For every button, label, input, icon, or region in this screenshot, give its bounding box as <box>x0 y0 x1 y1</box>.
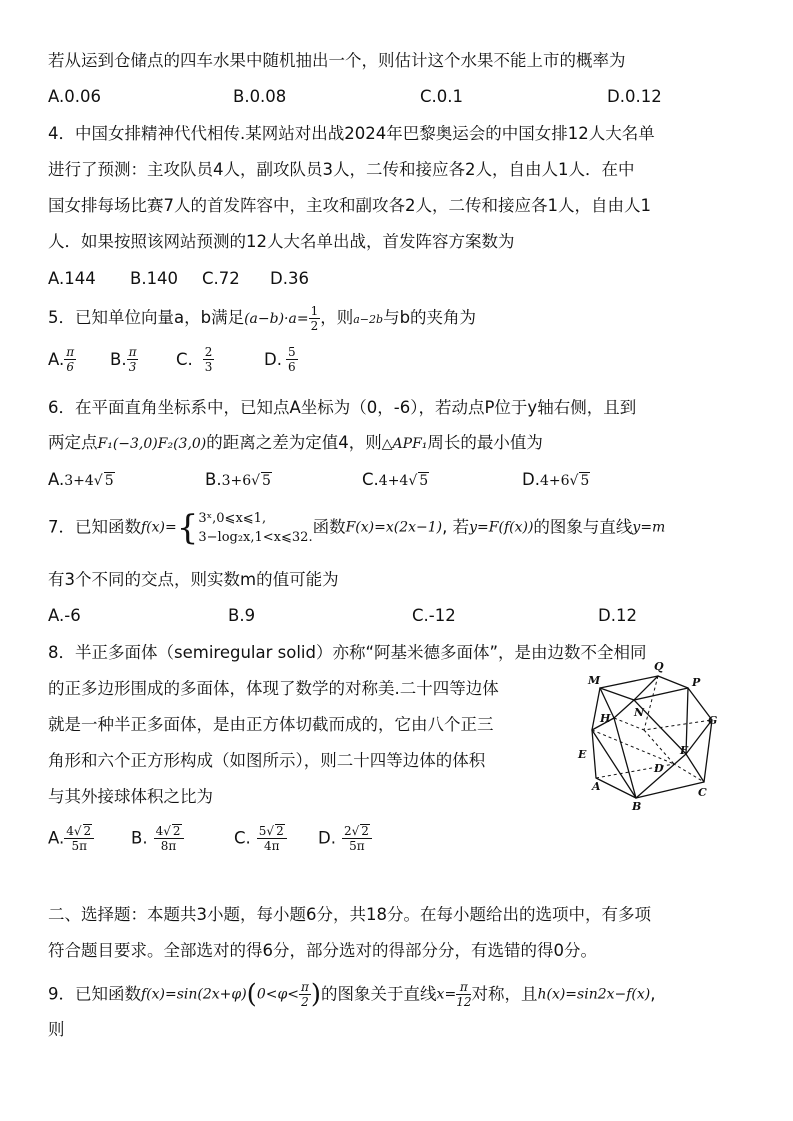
numerator: π <box>128 345 137 359</box>
q6-option-c[interactable] <box>362 470 429 489</box>
q6-option-a[interactable] <box>48 470 115 489</box>
radical-sign: √ <box>93 473 103 489</box>
radicand: 5 <box>580 473 590 489</box>
option-fraction <box>64 346 76 373</box>
option-label: A. <box>48 470 65 489</box>
option-value: 4+6 <box>539 473 570 489</box>
q9-tail: , <box>650 984 656 1004</box>
q3-stem: 若从运到仓储点的四车水果中随机抽出一个，则估计这个水果不能上市的概率为 <box>48 51 626 70</box>
q5-option-b[interactable] <box>110 346 138 373</box>
option-fraction <box>64 824 94 852</box>
q6-text-b: 的距离之差为定值4，则 <box>206 433 382 452</box>
q8-line-4: 角形和六个正方形构成（如图所示），则二十四等边体的体积 <box>48 751 486 770</box>
q7-mid2: , 若 <box>442 517 470 537</box>
option-label: C. <box>234 828 251 848</box>
option-fraction <box>127 346 139 373</box>
option-fraction <box>203 346 215 373</box>
q3-option-b[interactable]: B.0.08 <box>233 87 287 106</box>
q5-option-c[interactable] <box>176 346 214 373</box>
q6-option-d[interactable] <box>522 470 590 489</box>
option-fraction <box>342 824 372 852</box>
q9-function: f(x)=sin(2x+φ) <box>141 986 247 1003</box>
q5-condition-fraction <box>309 305 321 332</box>
q4-option-b[interactable]: B.140 <box>130 269 179 288</box>
q5-option-a[interactable] <box>48 346 76 373</box>
numerator <box>154 824 184 839</box>
q7-Fx: F(x)=x(2x−1) <box>345 519 443 536</box>
label-c: C <box>698 786 707 799</box>
q5-suffix: 与b的夹角为 <box>383 308 477 327</box>
denominator: 2 <box>301 995 309 1009</box>
q8-line-3: 就是一种半正多面体，是由正方体切截而成的，它由八个正三 <box>48 715 494 734</box>
q5-stem <box>48 305 476 332</box>
label-m: M <box>588 674 601 687</box>
radicand: 5 <box>104 473 114 489</box>
radical-sign: √ <box>351 824 360 838</box>
q6-text-c: 周长的最小值为 <box>427 433 543 452</box>
q9-axis-fraction <box>456 981 471 1008</box>
denominator: 6 <box>66 360 75 374</box>
radical-sign: √ <box>73 824 82 838</box>
coefficient: 4 <box>155 824 164 838</box>
radicand: 5 <box>419 473 429 489</box>
q8-option-b[interactable] <box>131 824 184 852</box>
q9-line-2: 则 <box>48 1020 65 1039</box>
q7-option-a[interactable]: A.-6 <box>48 606 81 625</box>
paren-right: ) <box>310 979 322 1010</box>
q5-expression: a−2b <box>353 313 384 326</box>
option-label: D. <box>318 828 336 848</box>
q6-text-a: 两定点 <box>48 433 98 452</box>
numerator: 2 <box>204 345 213 359</box>
q7-option-d[interactable]: D.12 <box>598 606 637 625</box>
coefficient: 5 <box>258 824 267 838</box>
denominator: 3 <box>128 360 137 374</box>
q7-line: y=m <box>632 519 666 536</box>
q9-stem <box>48 976 656 1013</box>
numerator: π <box>66 345 75 359</box>
q8-option-d[interactable] <box>318 824 372 852</box>
q4-line-3: 国女排每场比赛7人的首发阵容中，主攻和副攻各2人，二传和接应各1人，自由人1 <box>48 196 651 215</box>
q3-option-d[interactable]: D.0.12 <box>607 87 662 106</box>
denominator: 12 <box>456 995 472 1009</box>
label-h: H <box>600 712 611 725</box>
q7-case-1: 3ˣ,0⩽x⩽1, <box>198 510 267 526</box>
q9-range: 0<φ< <box>256 986 299 1003</box>
q8-line-5: 与其外接球体积之比为 <box>48 787 213 806</box>
q9-prefix: 9．已知函数 <box>48 984 141 1004</box>
option-fraction <box>154 824 184 852</box>
q3-option-a[interactable]: A.0.06 <box>48 87 101 106</box>
denominator: 5π <box>349 839 365 853</box>
q7-piecewise <box>198 509 312 547</box>
q8-line-1: 8．半正多面体（semiregular solid）亦称“阿基米德多面体”，是由边数不全相同 <box>48 643 647 662</box>
option-value: 3+6 <box>221 473 252 489</box>
q8-option-c[interactable] <box>234 824 287 852</box>
numerator: 1 <box>310 304 319 318</box>
q6-line-1: 6．在平面直角坐标系中，已知点A坐标为（0，-6），若动点P位于y轴右侧，且到 <box>48 398 637 417</box>
q7-brace: { <box>176 507 199 548</box>
q9-axis: x= <box>436 986 457 1003</box>
q7-mid3: 的图象与直线 <box>533 517 633 537</box>
option-fraction <box>286 346 298 373</box>
radicand: 2 <box>172 824 181 838</box>
q5-prefix: 5．已知单位向量a，b满足 <box>48 308 245 327</box>
q5-mid: ，则 <box>320 308 354 327</box>
option-label: B. <box>131 828 148 848</box>
section-2-instructions: 符合题目要求。全部选对的得6分，部分选对的得部分分，有选错的得0分。 <box>48 941 597 960</box>
denominator: 5π <box>71 839 87 853</box>
coefficient: 4 <box>66 824 74 838</box>
q5-option-d[interactable] <box>264 346 298 373</box>
q7-stem <box>48 508 665 547</box>
option-label: A. <box>48 350 65 369</box>
option-label: B. <box>110 350 127 369</box>
numerator: 5 <box>287 345 296 359</box>
q4-option-d[interactable]: D.36 <box>270 269 309 288</box>
q6-focus-f1: F₁(−3,0) <box>97 436 158 452</box>
numerator <box>342 824 372 839</box>
q8-line-2: 的正多边形围成的多面体，体现了数学的对称美.二十四等边体 <box>48 679 499 698</box>
q6-triangle: △APF₁ <box>381 436 428 452</box>
denominator: 3 <box>204 360 213 374</box>
radical-sign: √ <box>163 824 171 838</box>
q7-prefix: 7．已知函数 <box>48 517 141 537</box>
label-a: A <box>592 780 601 793</box>
denominator: 6 <box>287 360 296 374</box>
option-value: 4+4 <box>378 473 409 489</box>
q9-mid2: 对称，且 <box>471 984 538 1004</box>
radical-sign: √ <box>251 473 261 489</box>
denominator: 2 <box>310 319 319 333</box>
q8-polyhedron-figure <box>574 660 734 810</box>
q5-condition: (a−b)·a= <box>244 311 309 327</box>
q6-line-2 <box>48 433 543 454</box>
radicand: 5 <box>262 473 271 489</box>
q7-option-b[interactable]: B.9 <box>228 606 256 625</box>
section-2-heading: 二、选择题：本题共3小题，每小题6分，共18分。在每小题给出的选项中，有多项 <box>48 905 651 924</box>
q7-case-2: 3−log₂x,1<x⩽32. <box>198 529 313 545</box>
option-label: A. <box>48 828 65 848</box>
label-d: D <box>654 762 664 775</box>
numerator <box>257 824 287 839</box>
option-value: 3+4 <box>64 473 94 489</box>
q9-mid: 的图象关于直线 <box>321 984 437 1004</box>
q7-option-c[interactable]: C.-12 <box>412 606 456 625</box>
q4-line-1: 4．中国女排精神代代相传.某网站对出战2024年巴黎奥运会的中国女排12人大名单 <box>48 124 655 143</box>
label-g: G <box>708 714 718 727</box>
radical-sign: √ <box>569 473 579 489</box>
radical-sign: √ <box>408 473 418 489</box>
numerator: π <box>456 981 471 995</box>
option-label: C. <box>176 350 193 369</box>
option-label: B. <box>205 470 222 489</box>
q7-composite: y=F(f(x)) <box>469 519 534 536</box>
q4-option-a[interactable]: A.144 <box>48 269 96 288</box>
option-label: C. <box>362 470 379 489</box>
label-q: Q <box>654 660 664 673</box>
label-n: N <box>634 706 645 719</box>
q9-range-fraction <box>299 981 311 1008</box>
radicand: 2 <box>83 824 92 838</box>
coefficient: 2 <box>343 824 352 838</box>
numerator: π <box>301 980 309 994</box>
q4-line-2: 进行了预测：主攻队员4人，副攻队员3人，二传和接应各2人，自由人1人．在中 <box>48 160 635 179</box>
label-e: E <box>578 748 587 761</box>
q4-line-4: 人．如果按照该网站预测的12人大名单出战，首发阵容方案数为 <box>48 232 515 251</box>
q7-mid: 函数 <box>312 517 346 537</box>
radicand: 2 <box>276 824 284 838</box>
label-p: P <box>692 676 701 689</box>
numerator <box>64 824 94 839</box>
q9-h-function: h(x)=sin2x−f(x) <box>537 986 651 1003</box>
q6-option-b[interactable] <box>205 470 272 489</box>
radicand: 2 <box>361 824 369 838</box>
option-label: D. <box>522 470 540 489</box>
option-fraction <box>257 824 287 852</box>
radical-sign: √ <box>266 824 275 838</box>
label-f: F <box>680 744 688 757</box>
q7-fx: f(x)= <box>141 519 177 536</box>
label-b: B <box>632 800 642 810</box>
q4-option-c[interactable]: C.72 <box>202 269 240 288</box>
denominator: 4π <box>263 839 280 853</box>
q3-option-c[interactable]: C.0.1 <box>420 87 464 106</box>
q6-focus-f2: F₂(3,0) <box>157 436 207 452</box>
paren-left: ( <box>246 979 257 1010</box>
option-label: D. <box>264 350 282 369</box>
q7-line-2: 有3个不同的交点，则实数m的值可能为 <box>48 570 339 589</box>
q8-option-a[interactable] <box>48 824 94 852</box>
denominator: 8π <box>160 839 177 853</box>
